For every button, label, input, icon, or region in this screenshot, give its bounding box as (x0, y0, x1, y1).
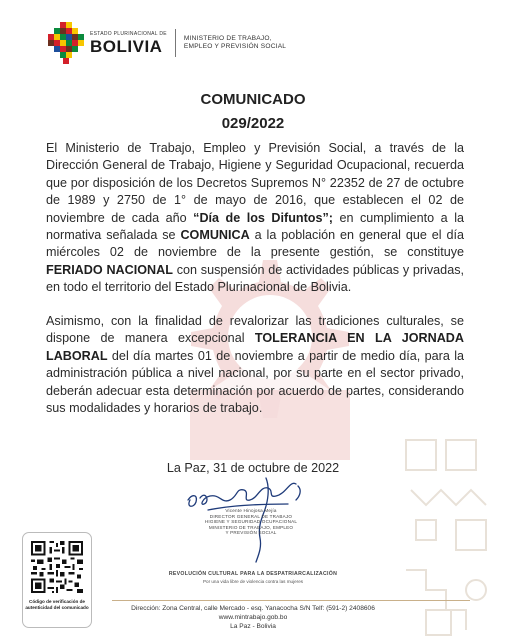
header-divider (175, 29, 176, 57)
footer-city: La Paz - Bolivia (230, 623, 276, 630)
p2-text-a: Asimismo, con la finalidad de revalorizar las tradiciones culturales, se dispone de manera excepcional (46, 314, 464, 346)
header (46, 22, 286, 64)
p2-bold-tolerancia: TOLERANCIA EN LA JORNADA LABORAL (46, 331, 464, 363)
document-date: La Paz, 31 de octubre de 2022 (166, 461, 340, 475)
p1-bold-comunica: COMUNICA (180, 228, 250, 243)
logo-subtitle: ESTADO PLURINACIONAL DE (90, 30, 167, 37)
stamp-line-4: MINISTERIO DE TRABAJO, EMPLEO (208, 524, 294, 530)
qr-caption-line-1: Código de verificación de (29, 599, 85, 604)
document-title: COMUNICADO (200, 91, 306, 108)
footer-slogan (0, 571, 506, 584)
p1-text-a: El Ministerio de Trabajo, Empleo y Previsión Social, a través de la Dirección General de Trabajo, Higiene y Seguridad Ocupacional, recuerda que por disposición de los Decretos Supremos N° 22352 de 27 de octubre de 1989 y 2750 de 1° de mayo de 2016, que establecen el 02 de noviembre de cada año (46, 141, 464, 225)
paragraph-1 (46, 140, 464, 297)
ministry-name (184, 35, 286, 52)
stamp-line-2: DIRECTOR GENERAL DE TRABAJO (209, 513, 293, 519)
qr-caption-line-2: autenticidad del comunicado (25, 605, 89, 610)
stamp-name: Vicente Hinojosa Mejía (225, 508, 277, 513)
ministry-line-2: EMPLEO Y PREVISIÓN SOCIAL (183, 43, 287, 50)
footer-address: Dirección: Zona Central, calle Mercado - esq. Yanacocha S/N Telf: (591-2) 2408606 (131, 605, 375, 612)
slogan-sub: Por una vida libre de violencia contra las mujeres (202, 579, 304, 584)
stamp-line-3: HIGIENE Y SEGURIDAD OCUPACIONAL (204, 519, 298, 525)
footer-website[interactable]: www.mintrabajo.gob.bo (218, 614, 288, 621)
slogan-main: REVOLUCIÓN CULTURAL PARA LA DESPATRIARCALIZACIÓN (168, 571, 338, 577)
p1-bold-dia-difuntos: “Día de los Difuntos”; (193, 210, 333, 225)
qr-code-icon[interactable] (31, 541, 83, 593)
ministry-line-1: MINISTERIO DE TRABAJO, (183, 34, 272, 42)
p1-text-c: en cumplimiento a la normativa señalada se (46, 210, 464, 243)
p1-text-g: con suspensión de actividades públicas y privadas, en todo el territorio del Estado Plurinacional de Bolivia. (46, 262, 464, 295)
p1-text-e: a la población en general que el día miércoles 02 de noviembre de la presente gestión, se constituye (46, 228, 464, 260)
bolivia-logo (46, 22, 167, 64)
paragraph-2 (46, 313, 464, 417)
p2-text-c: del día martes 01 de noviembre a partir de medio día, para la administración pública a nivel nacional, por su parte en el sector privado, deberán adecuar esta determinación por acuerdo de partes, considerando sus modalidades y horarios de trabajo. (46, 348, 464, 416)
document-number: 029/2022 (221, 115, 285, 132)
logo-title: BOLIVIA (90, 36, 163, 56)
bolivia-emblem-icon (46, 22, 86, 64)
official-stamp (196, 508, 306, 536)
p1-bold-feriado: FERIADO NACIONAL (46, 262, 173, 277)
stamp-line-5: Y PREVISIÓN SOCIAL (225, 530, 277, 536)
footer-address-block (0, 604, 506, 631)
footer-divider (112, 600, 470, 601)
